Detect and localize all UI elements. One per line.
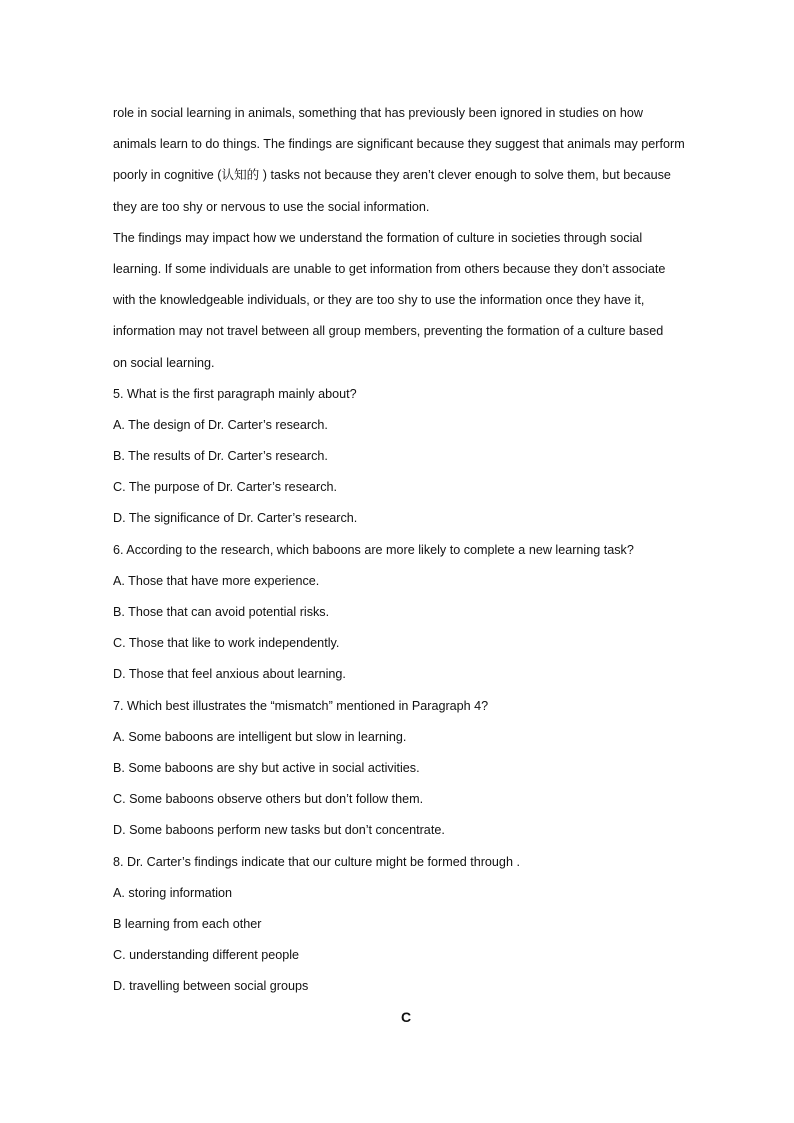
question-stem: 7. Which best illustrates the “mismatch” mentioned in Paragraph 4?: [113, 698, 489, 713]
answer-option: A. storing information: [113, 885, 232, 900]
question-stem: 6. According to the research, which baboons are more likely to complete a new learning task?: [113, 542, 634, 557]
answer-option: D. travelling between social groups: [113, 979, 309, 994]
passage-line: The findings may impact how we understand the formation of culture in societies through social: [113, 230, 643, 245]
answer-option: D. Some baboons perform new tasks but don’t concentrate.: [113, 823, 445, 838]
passage-line: on social learning.: [113, 355, 215, 370]
answer-option: C. The purpose of Dr. Carter’s research.: [113, 480, 337, 495]
answer-option: D. Those that feel anxious about learning.: [113, 667, 346, 682]
answer-option: B. Those that can avoid potential risks.: [113, 605, 330, 619]
passage: [113, 98, 713, 379]
passage-line: learning. If some individuals are unable to get information from others because they don’t associate: [113, 261, 666, 276]
page-content: [113, 98, 713, 1002]
answer-option: C. Some baboons observe others but don’t follow them.: [113, 792, 424, 807]
passage-line: role in social learning in animals, something that has previously been ignored in studies on how: [113, 106, 643, 120]
passage-line: they are too shy or nervous to use the social information.: [113, 199, 430, 214]
answer-option: A. The design of Dr. Carter’s research.: [113, 417, 328, 432]
passage-line: information may not travel between all group members, preventing the formation of a culture based: [113, 324, 664, 339]
passage-line: with the knowledgeable individuals, or they are too shy to use the information once they have it,: [113, 293, 645, 308]
passage-line: poorly in cognitive (认知的 ) tasks not because they aren’t clever enough to solve them, but because: [113, 168, 671, 183]
question-5: [113, 379, 713, 535]
answer-option: A. Those that have more experience.: [113, 573, 320, 588]
question-stem: 8. Dr. Carter’s findings indicate that our culture might be formed through .: [113, 854, 520, 869]
question-7: [113, 691, 713, 847]
section-heading: C: [400, 1009, 412, 1025]
answer-option: B. The results of Dr. Carter’s research.: [113, 449, 328, 464]
answer-option: A. Some baboons are intelligent but slow in learning.: [113, 729, 407, 744]
answer-option: C. Those that like to work independently.: [113, 636, 340, 651]
answer-option: B learning from each other: [113, 916, 262, 931]
answer-option: C. understanding different people: [113, 948, 300, 963]
question-6: [113, 535, 713, 691]
question-stem: 5. What is the first paragraph mainly about?: [113, 386, 357, 401]
answer-option: D. The significance of Dr. Carter’s research.: [113, 511, 358, 526]
question-8: [113, 847, 713, 1003]
answer-option: B. Some baboons are shy but active in social activities.: [113, 760, 420, 775]
passage-line: animals learn to do things. The findings are significant because they suggest that animals may perform: [113, 137, 685, 152]
